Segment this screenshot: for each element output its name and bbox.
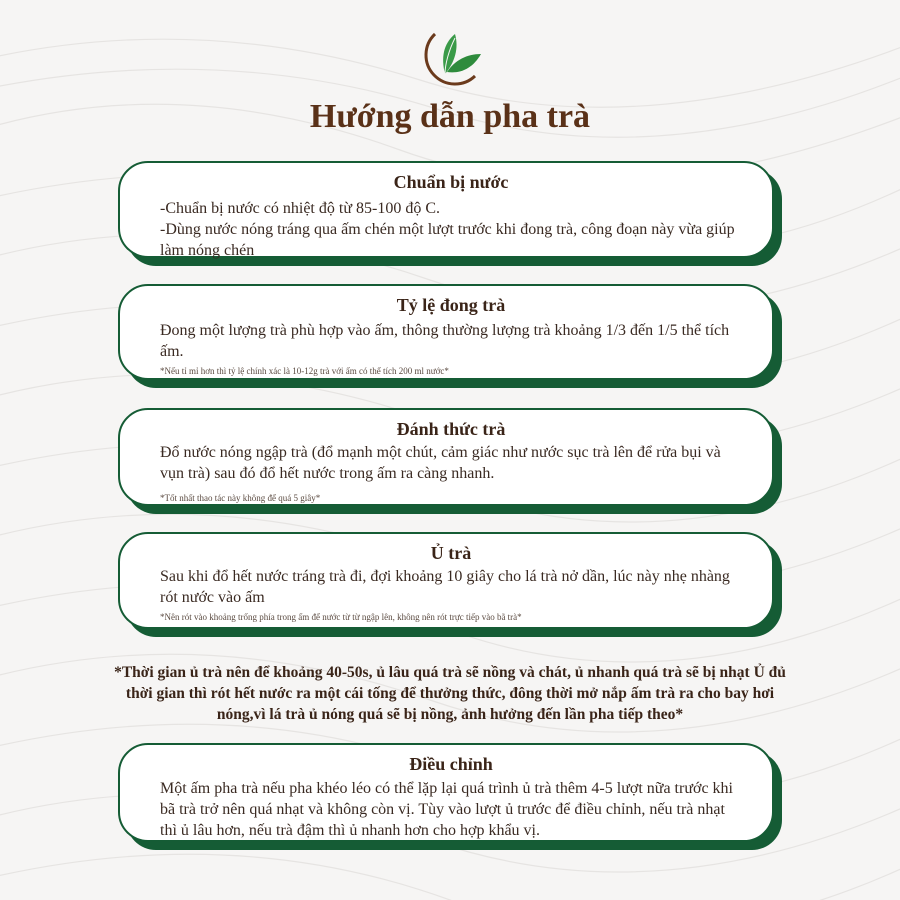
step-card-tea-ratio — [118, 284, 774, 380]
step-heading: Chuẩn bị nước — [393, 172, 509, 192]
step-heading: Đánh thức trà — [396, 419, 506, 439]
step-card-prepare-water — [118, 161, 774, 258]
step-note: *Nên rót vào khoảng trống phía trong ấm để nước từ từ ngập lên, không nên rót trực tiếp vào bã trà* — [160, 612, 522, 622]
tea-leaf-logo-icon — [415, 24, 485, 90]
step-heading: Ủ trà — [430, 543, 472, 563]
step-heading: Tỷ lệ đong trà — [396, 295, 506, 315]
steeping-tip: *Thời gian ủ trà nên để khoảng 40-50s, ủ lâu quá trà sẽ nồng và chát, ủ nhanh quá trà sẽ bị nhạt Ủ đủ thời gian thì rót hết nước ra một cái tống để thưởng thức, đông thời mở nắp ấm trà ra cho bay hơi nóng,vì lá trà ủ nóng quá sẽ bị nồng, ảnh hưởng đến lần pha tiếp theo* — [114, 664, 786, 723]
step-heading: Điều chỉnh — [409, 754, 493, 774]
step-card-adjust — [118, 743, 774, 842]
step-note: *Tốt nhất thao tác này không để quá 5 giây* — [160, 493, 321, 503]
step-text: -Chuẩn bị nước có nhiệt độ từ 85-100 độ C. — [160, 200, 440, 217]
step-card-wake-tea — [118, 408, 774, 506]
step-text: Đong một lượng trà phù hợp vào ấm, thông thường lượng trà khoảng 1/3 đến 1/5 thể tích ấm. — [160, 322, 730, 360]
step-note: *Nếu tỉ mỉ hơn thì tỷ lệ chính xác là 10-12g trà với ấm có thể tích 200 ml nước* — [160, 366, 449, 376]
step-text: Đổ nước nóng ngập trà (đổ mạnh một chút, cảm giác như nước sục trà lên để rửa bụi và vụn trà) sau đó đổ hết nước trong ấm ra càng nhanh. — [160, 444, 721, 482]
step-text: -Dùng nước nóng tráng qua ấm chén một lượt trước khi đong trà, công đoạn này vừa giúp làm nóng chén — [160, 221, 735, 259]
step-card-steep-tea — [118, 532, 774, 629]
step-text: Sau khi đổ hết nước tráng trà đi, đợi khoảng 10 giây cho lá trà nở dần, lúc này nhẹ nhàng rót nước vào ấm — [160, 568, 730, 606]
page-title: Hướng dẫn pha trà — [309, 98, 591, 135]
step-text: Một ấm pha trà nếu pha khéo léo có thể lặp lại quá trình ủ trà thêm 4-5 lượt nữa trước khi bã trà trở nên quá nhạt và không còn vị. Tùy vào lượt ủ trước để điều chỉnh, nếu trà nhạt thì ủ lâu hơn, nếu trà đậm thì ủ nhanh hơn cho hợp khẩu vị. — [160, 780, 733, 839]
